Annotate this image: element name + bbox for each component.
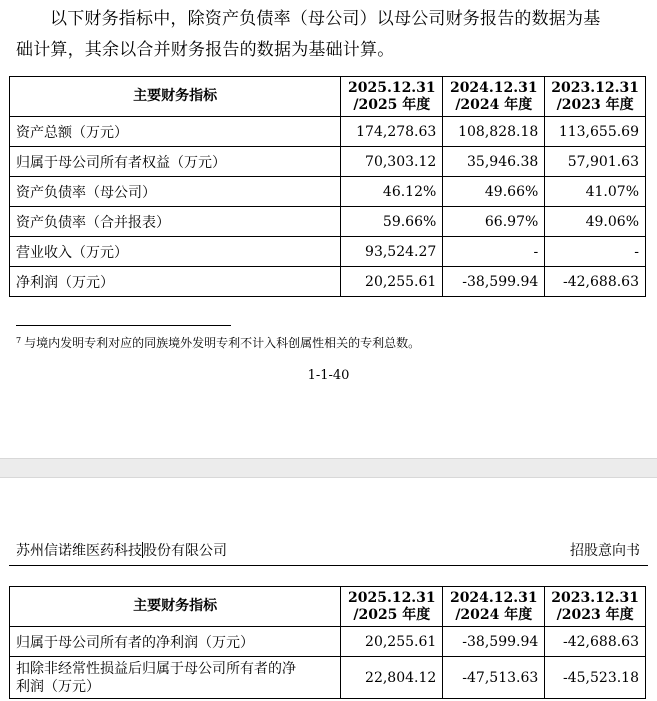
financial-indicators-table-continued: [9, 586, 646, 699]
cell-2023: -42,688.63: [545, 627, 646, 657]
row-label: 资产总额（万元）: [10, 117, 341, 147]
cell-2025: 20,255.61: [341, 267, 443, 297]
header-2023: 2023.12.31 /2023 年度: [545, 587, 646, 627]
table-row: [10, 657, 646, 699]
page-gap: [0, 458, 657, 478]
cell-2025: 93,524.27: [341, 237, 443, 267]
intro-paragraph-line-1: 以下财务指标中，除资产负债率（母公司）以母公司财务报告的数据为基: [50, 9, 601, 29]
cell-2023: 41.07%: [545, 177, 646, 207]
header-2024: 2024.12.31 /2024 年度: [443, 587, 545, 627]
header-2023: 2023.12.31 /2023 年度: [545, 77, 646, 117]
cell-2023: 113,655.69: [545, 117, 646, 147]
cell-2025: 174,278.63: [341, 117, 443, 147]
cell-2024: -38,599.94: [443, 267, 545, 297]
header-2025: 2025.12.31 /2025 年度: [341, 77, 443, 117]
cell-2025: 46.12%: [341, 177, 443, 207]
row-label: 归属于母公司所有者权益（万元）: [10, 147, 341, 177]
header-2024: 2024.12.31 /2024 年度: [443, 77, 545, 117]
company-name: 苏州信诺维医药科技股份有限公司: [16, 543, 227, 559]
footnote-text: 与境内发明专利对应的同族境外发明专利不计入科创属性相关的专利总数。: [24, 336, 421, 350]
footnote: [16, 334, 420, 351]
cell-2024: -47,513.63: [443, 657, 545, 699]
footnote-mark: 7: [16, 336, 22, 345]
cell-2023: -42,688.63: [545, 267, 646, 297]
header-divider: [9, 565, 648, 566]
page-number: 1-1-40: [307, 368, 350, 383]
cell-2025: 22,804.12: [341, 657, 443, 699]
table-header-row: [10, 587, 646, 627]
document-title: 招股意向书: [570, 543, 640, 559]
row-label: 扣除非经常性损益后归属于母公司所有者的净 利润（万元）: [10, 657, 341, 699]
row-label: 资产负债率（合并报表）: [10, 207, 341, 237]
intro-paragraph-line-2: 础计算，其余以合并财务报告的数据为基础计算。: [16, 40, 395, 60]
table-row: [10, 237, 646, 267]
table-row: [10, 177, 646, 207]
footnote-divider: [16, 325, 231, 326]
row-label: 归属于母公司所有者的净利润（万元）: [10, 627, 341, 657]
header-indicator: 主要财务指标: [10, 587, 341, 627]
cell-2024: 35,946.38: [443, 147, 545, 177]
cell-2025: 20,255.61: [341, 627, 443, 657]
cell-2024: 49.66%: [443, 177, 545, 207]
row-label: 营业收入（万元）: [10, 237, 341, 267]
row-label: 资产负债率（母公司）: [10, 177, 341, 207]
cell-2024: 66.97%: [443, 207, 545, 237]
cell-2025: 59.66%: [341, 207, 443, 237]
cell-2023: -45,523.18: [545, 657, 646, 699]
row-label: 净利润（万元）: [10, 267, 341, 297]
table-header-row: [10, 77, 646, 117]
table-row: [10, 117, 646, 147]
cell-2025: 70,303.12: [341, 147, 443, 177]
cell-2024: -: [443, 237, 545, 267]
cell-2024: 108,828.18: [443, 117, 545, 147]
table-row: [10, 267, 646, 297]
cell-2023: -: [545, 237, 646, 267]
table-row: [10, 207, 646, 237]
document-page-2: [0, 478, 657, 701]
table-row: [10, 627, 646, 657]
cell-2024: -38,599.94: [443, 627, 545, 657]
financial-indicators-table: [9, 76, 646, 297]
table-row: [10, 147, 646, 177]
header-indicator: 主要财务指标: [10, 77, 341, 117]
cell-2023: 57,901.63: [545, 147, 646, 177]
header-2025: 2025.12.31 /2025 年度: [341, 587, 443, 627]
cell-2023: 49.06%: [545, 207, 646, 237]
